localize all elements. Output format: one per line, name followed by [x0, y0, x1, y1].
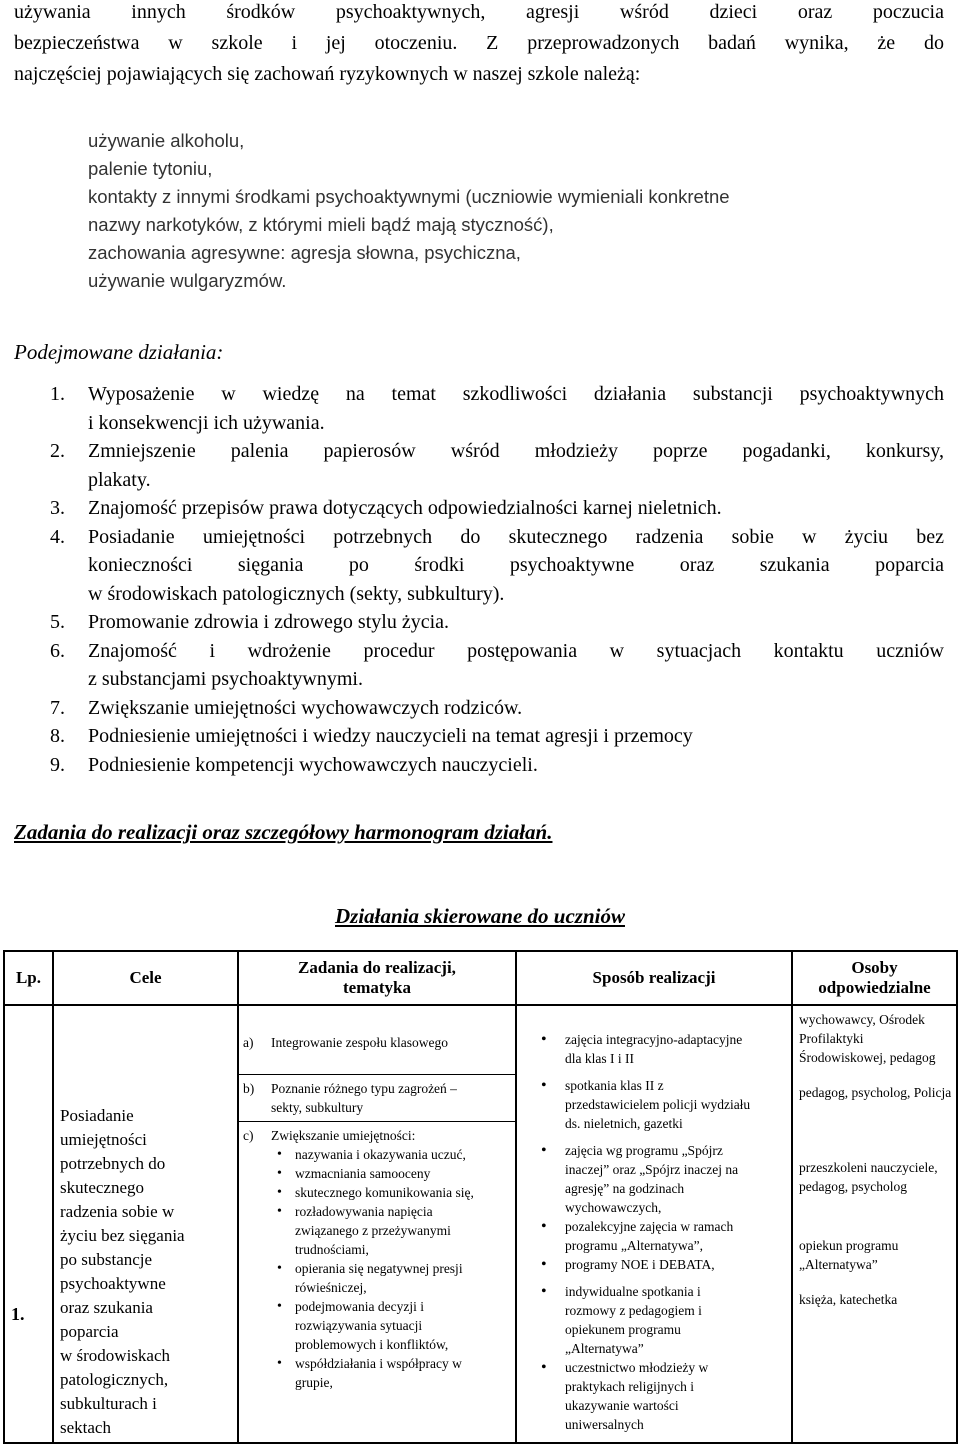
item-text: plakaty.	[88, 468, 151, 491]
tasks-cell	[238, 1005, 516, 1443]
item-number: 1.	[50, 383, 65, 405]
list-item: • opierania się negatywnej presji rówieśniczej,	[295, 1259, 475, 1297]
item-text: Podniesienie kompetencji wychowawczych nauczycieli.	[88, 753, 538, 776]
table-heading-wrap	[0, 904, 960, 929]
list-item	[14, 608, 944, 637]
item-text: Podniesienie umiejętności i wiedzy nauczycieli na temat agresji i przemocy	[88, 725, 693, 747]
intro-line-1: używania innych środków psychoaktywnych, agresji wśród dzieci oraz poczucia	[14, 1, 944, 23]
list-item: • spotkania klas II z przedstawicielem policji wydziału ds. nieletnich, gazetki	[565, 1076, 755, 1133]
item-text: Zmniejszenie palenia papierosów wśród młodzieży poprze pogadanki, konkursy,	[88, 440, 944, 462]
list-item: • pozalekcyjne zajęcia w ramach programu „Alternatywa”,	[565, 1217, 755, 1255]
actions-list	[14, 380, 944, 779]
methods-cell	[516, 1005, 792, 1443]
item-number: 7.	[50, 696, 65, 719]
header-lp: Lp.	[4, 951, 53, 1005]
task-a: a) Integrowanie zespołu klasowego	[243, 1035, 448, 1050]
list-item: • zajęcia wg programu „Spójrz inaczej” oraz „Spójrz inaczej na agresję” na godzinach wychowawczych,	[565, 1141, 755, 1217]
goal-cell: Posiadanie umiejętności potrzebnych do skutecznego radzenia sobie w życiu bez sięgania po substancje psychoaktywne oraz szukania poparcia w środowiskach patologicznych, subkulturach i sektach	[53, 1005, 238, 1443]
task-c: c) Zwiększanie umiejętności:	[243, 1128, 416, 1143]
item-text: Wyposażenie w wiedzę na temat szkodliwości działania substancji psychoaktywnych	[88, 383, 944, 405]
task-b: b) Poznanie różnego typu zagrożeń – sekty, subkultury	[243, 1081, 457, 1115]
activities-table	[3, 950, 958, 1444]
list-item: • wzmacniania samooceny	[295, 1164, 475, 1183]
list-item: używanie alkoholu,	[88, 130, 245, 151]
responsible-item: przeszkoleni nauczyciele, pedagog, psycholog	[799, 1160, 938, 1194]
responsible-cell	[792, 1005, 957, 1443]
list-item	[14, 637, 944, 694]
list-item	[14, 751, 944, 780]
list-item: • współdziałania i współpracy w grupie,	[295, 1354, 475, 1392]
item-number: 5.	[50, 611, 65, 633]
tasks-heading: Zadania do realizacji oraz szczegółowy harmonogram działań.	[14, 820, 553, 844]
list-item: używanie wulgaryzmów.	[88, 270, 287, 291]
intro-paragraph	[14, 0, 944, 90]
item-text: Posiadanie umiejętności potrzebnych do skutecznego radzenia sobie w życiu bez	[88, 525, 944, 548]
list-item: zachowania agresywne: agresja słowna, psychiczna,	[88, 242, 521, 263]
intro-line-2: bezpieczeństwa w szkole i jej otoczeniu. Z przeprowadzonych badań wynika, że do	[14, 32, 944, 54]
item-number: 2.	[50, 440, 65, 462]
item-number: 9.	[50, 753, 65, 776]
item-text: konieczności sięgania po środki psychoaktywne oraz szukania poparcia	[88, 554, 944, 576]
item-number: 6.	[50, 639, 65, 662]
list-item: • nazywania i okazywania uczuć,	[295, 1145, 475, 1164]
item-text: Znajomość i wdrożenie procedur postępowania w sytuacjach kontaktu uczniów	[88, 639, 944, 662]
item-text: z substancjami psychoaktywnymi.	[88, 668, 363, 690]
responsible-item: pedagog, psycholog, Policja	[799, 1085, 952, 1100]
header-sposob: Sposób realizacji	[516, 951, 792, 1005]
list-item: nazwy narkotyków, z którymi mieli bądź mają styczność),	[88, 214, 554, 235]
risk-behaviour-list	[88, 127, 948, 295]
item-number: 8.	[50, 725, 65, 747]
responsible-item: wychowawcy, Ośrodek Profilaktyki Środowiskowej, pedagog	[799, 1012, 936, 1065]
item-text: w środowiskach patologicznych (sekty, subkultury).	[88, 582, 505, 605]
row-number: 1.	[4, 1005, 53, 1443]
list-item	[14, 380, 944, 437]
header-osoby: Osoby odpowiedzialne	[792, 951, 957, 1005]
intro-line-3: najczęściej pojawiających się zachowań ryzykownych w naszej szkole należą:	[14, 63, 641, 85]
list-item	[14, 523, 944, 609]
table-header-row	[4, 951, 957, 1005]
methods-list	[527, 1030, 755, 1434]
list-item: • skutecznego komunikowania się,	[295, 1183, 475, 1202]
responsible-item: opiekun programu „Alternatywa”	[799, 1238, 899, 1272]
list-item	[14, 494, 944, 523]
item-text: Promowanie zdrowia i zdrowego stylu życia.	[88, 611, 450, 633]
task-c-list	[239, 1145, 515, 1392]
list-item	[14, 722, 944, 751]
table-row	[4, 1005, 957, 1443]
list-item: palenie tytoniu,	[88, 158, 213, 179]
list-item: • programy NOE i DEBATA,	[565, 1255, 755, 1274]
item-number: 3.	[50, 497, 65, 519]
list-item: • zajęcia integracyjno-adaptacyjne dla klas I i II	[565, 1030, 755, 1068]
actions-heading: Podejmowane działania:	[14, 340, 224, 364]
list-item: • indywidualne spotkania i rozmowy z pedagogiem i opiekunem programu „Alternatywa”	[565, 1282, 755, 1358]
list-item	[14, 437, 944, 494]
table-heading: Działania skierowane do uczniów	[335, 904, 625, 928]
list-item: • uczestnictwo młodzieży w praktykach religijnych i ukazywanie wartości uniwersalnych	[565, 1358, 755, 1434]
item-text: Znajomość przepisów prawa dotyczących odpowiedzialności karnej nieletnich.	[88, 497, 722, 519]
list-item: kontakty z innymi środkami psychoaktywnymi (uczniowie wymieniali konkretne	[88, 186, 730, 207]
header-cele: Cele	[53, 951, 238, 1005]
list-item	[14, 694, 944, 723]
item-text: Zwiększanie umiejętności wychowawczych rodziców.	[88, 696, 523, 719]
list-item: • rozładowywania napięcia związanego z przeżywanymi trudnościami,	[295, 1202, 475, 1259]
responsible-item: księża, katechetka	[799, 1292, 898, 1307]
item-text: i konsekwencji ich używania.	[88, 411, 325, 434]
item-number: 4.	[50, 525, 65, 548]
list-item: • podejmowania decyzji i rozwiązywania sytuacji problemowych i konfliktów,	[295, 1297, 475, 1354]
header-zadania: Zadania do realizacji, tematyka	[238, 951, 516, 1005]
